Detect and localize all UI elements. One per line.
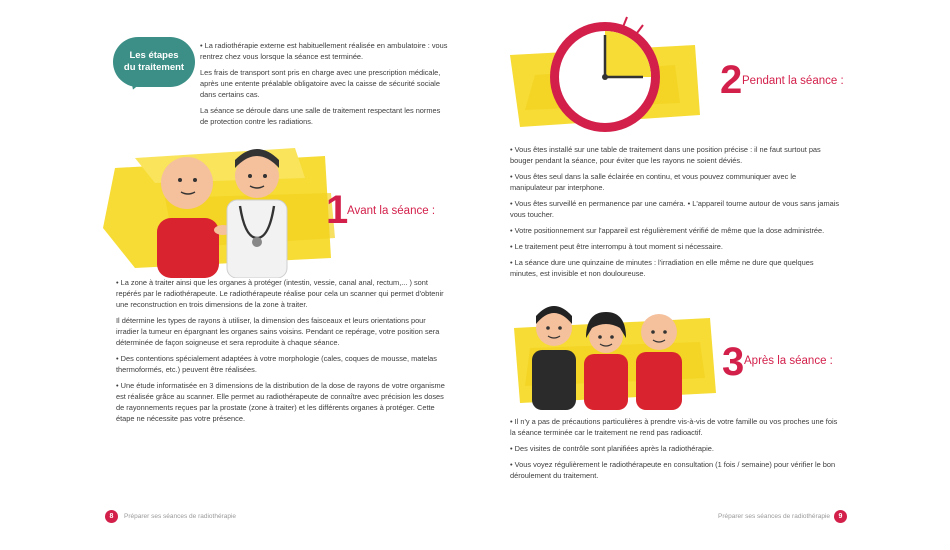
intro-p2: Les frais de transport sont pris en charge avec une prescription médicale, après une entente préalable obligatoire avec la caisse de sécurité sociale dans certains cas. (200, 68, 441, 99)
page-number-right: 9 (834, 510, 847, 523)
step1-title: Avant la séance : (347, 205, 436, 217)
step2-number: 2 (720, 58, 743, 102)
step2-item: • Vous êtes seul dans la salle éclairée en continu, et vous pouvez communiquer avec le manipulateur par interphone. (510, 171, 840, 193)
intro-p3: La séance se déroule dans une salle de traitement respectant les normes de protection contre les radiations. (200, 106, 441, 126)
step3-number: 3 (722, 340, 745, 384)
doctor-patient-illustration (95, 138, 345, 278)
badge-line1: Les étapes (129, 50, 179, 61)
step1-list (116, 277, 446, 429)
intro-text (200, 40, 450, 132)
steps-badge (113, 37, 195, 87)
footer-text-right: Préparer ses séances de radiothérapie (717, 513, 830, 520)
step1-item: Il détermine les types de rayons à utiliser, la dimension des faisceaux et leurs orientations pour irradier la tumeur en épargnant les organes sains voisins. Pendant ce repérage, votre position sera déterminée de façon soigneuse et sera reproduite à chaque séance. (116, 316, 440, 347)
step3-item: • Il n'y a pas de précautions particulières à prendre vis-à-vis de votre famille ou vos proches une fois la séance terminée car le traitement ne rend pas radioactif. (510, 416, 840, 438)
page-number-left: 8 (105, 510, 118, 523)
clock-illustration (505, 15, 705, 145)
family-illustration (510, 298, 720, 410)
step2-item: • Le traitement peut être interrompu à tout moment si nécessaire. (510, 241, 840, 252)
step1-item: • Une étude informatisée en 3 dimensions de la distribution de la dose de rayons de votre organisme est réalisée grâce au scanner. Elle permet au radiothérapeute de connaître avec précision les doses de rayonnements reçues par la prostate (zone à traiter) et les différents organes à protéger. Cette étape ne nécessite pas votre présence. (116, 380, 446, 424)
step3-item: • Des visites de contrôle sont planifiées après la radiothérapie. (510, 443, 840, 454)
intro-p1: • La radiothérapie externe est habituellement réalisée en ambulatoire : vous rentrez chez vous lorsque la séance est terminée. (200, 40, 450, 62)
step2-item: • Votre positionnement sur l'appareil est régulièrement vérifié de même que la dose administrée. (510, 225, 840, 236)
badge-line2: du traitement (123, 62, 185, 73)
footer-text-left: Préparer ses séances de radiothérapie (124, 513, 237, 520)
step3-title: Après la séance : (744, 355, 833, 367)
step3-list (510, 416, 840, 486)
step2-item: • Vous êtes surveillé en permanence par une caméra. • L'appareil tourne autour de vous sans jamais vous toucher. (510, 198, 840, 220)
step1-item: • La zone à traiter ainsi que les organes à protéger (intestin, vessie, canal anal, rectum,... ) sont repérés par le radiothérapeute. Le radiothérapeute réalise pour cela un scanner qui permet d'obtenir une reconstruction en trois dimensions de la zone à traiter. (116, 277, 446, 310)
step3-item: • Vous voyez régulièrement le radiothérapeute en consultation (1 fois / semaine) pour vérifier le bon déroulement du traitement. (510, 459, 840, 481)
step2-item: • Vous êtes installé sur une table de traitement dans une position précise : il ne faut surtout pas bouger pendant la séance, pour éviter que les rayons ne soient déviés. (510, 144, 840, 166)
step1-number: 1 (326, 188, 349, 232)
step2-list (510, 144, 840, 284)
step2-title: Pendant la séance : (742, 75, 844, 87)
step1-item: • Des contentions spécialement adaptées à votre morphologie (cales, coques de mousse, matelas thermoformés, etc.) peuvent être réalisées. (116, 353, 446, 375)
step2-item: • La séance dure une quinzaine de minutes : l'irradiation en elle même ne dure que quelques minutes, est invisible et non douloureuse. (510, 257, 840, 279)
